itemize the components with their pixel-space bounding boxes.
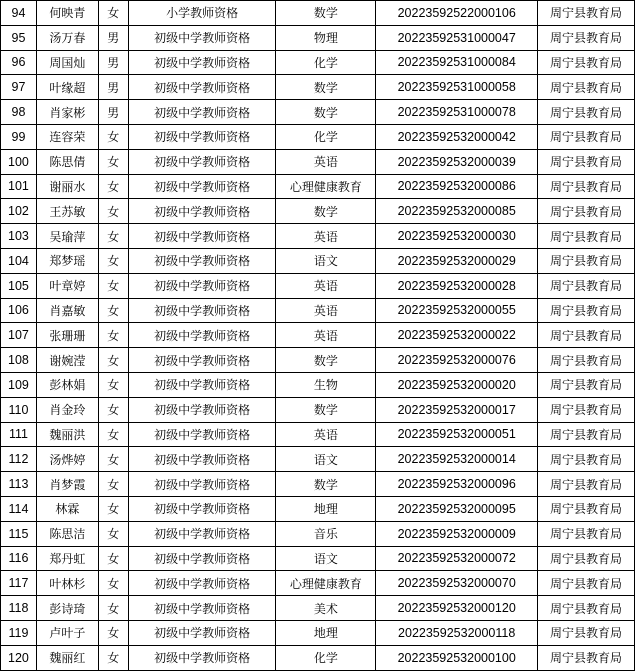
issuer-cell: 周宁县教育局 bbox=[538, 248, 635, 273]
subject-cell: 地理 bbox=[276, 496, 376, 521]
gender-cell: 女 bbox=[98, 645, 128, 670]
subject-cell: 物理 bbox=[276, 25, 376, 50]
table-row bbox=[1, 447, 635, 472]
row-number-cell: 101 bbox=[1, 174, 37, 199]
qualification-cell: 初级中学教师资格 bbox=[128, 298, 276, 323]
certificate-number-cell: 20223592531000058 bbox=[376, 75, 538, 100]
name-cell: 魏丽洪 bbox=[36, 422, 98, 447]
table-row bbox=[1, 124, 635, 149]
subject-cell: 英语 bbox=[276, 323, 376, 348]
name-cell: 肖嘉敏 bbox=[36, 298, 98, 323]
gender-cell: 女 bbox=[98, 447, 128, 472]
qualification-cell: 初级中学教师资格 bbox=[128, 50, 276, 75]
name-cell: 叶林杉 bbox=[36, 571, 98, 596]
certificate-number-cell: 20223592532000022 bbox=[376, 323, 538, 348]
table-row bbox=[1, 422, 635, 447]
qualification-cell: 初级中学教师资格 bbox=[128, 596, 276, 621]
gender-cell: 男 bbox=[98, 75, 128, 100]
table-row bbox=[1, 596, 635, 621]
certificate-number-cell: 20223592532000100 bbox=[376, 645, 538, 670]
row-number-cell: 120 bbox=[1, 645, 37, 670]
subject-cell: 语文 bbox=[276, 546, 376, 571]
subject-cell: 英语 bbox=[276, 224, 376, 249]
issuer-cell: 周宁县教育局 bbox=[538, 546, 635, 571]
name-cell: 郑丹虹 bbox=[36, 546, 98, 571]
subject-cell: 化学 bbox=[276, 124, 376, 149]
certificate-number-cell: 20223592531000078 bbox=[376, 100, 538, 125]
certificate-number-cell: 20223592532000042 bbox=[376, 124, 538, 149]
qualification-cell: 初级中学教师资格 bbox=[128, 521, 276, 546]
gender-cell: 男 bbox=[98, 25, 128, 50]
issuer-cell: 周宁县教育局 bbox=[538, 496, 635, 521]
certificate-number-cell: 20223592532000028 bbox=[376, 273, 538, 298]
gender-cell: 女 bbox=[98, 422, 128, 447]
issuer-cell: 周宁县教育局 bbox=[538, 323, 635, 348]
certificate-number-cell: 20223592532000120 bbox=[376, 596, 538, 621]
row-number-cell: 106 bbox=[1, 298, 37, 323]
name-cell: 谢婉滢 bbox=[36, 348, 98, 373]
row-number-cell: 109 bbox=[1, 372, 37, 397]
issuer-cell: 周宁县教育局 bbox=[538, 472, 635, 497]
certificate-number-cell: 20223592532000072 bbox=[376, 546, 538, 571]
subject-cell: 语文 bbox=[276, 447, 376, 472]
table-row bbox=[1, 546, 635, 571]
row-number-cell: 100 bbox=[1, 149, 37, 174]
certificate-number-cell: 20223592532000030 bbox=[376, 224, 538, 249]
row-number-cell: 114 bbox=[1, 496, 37, 521]
name-cell: 林霖 bbox=[36, 496, 98, 521]
gender-cell: 女 bbox=[98, 224, 128, 249]
name-cell: 魏丽红 bbox=[36, 645, 98, 670]
qualification-cell: 初级中学教师资格 bbox=[128, 273, 276, 298]
issuer-cell: 周宁县教育局 bbox=[538, 596, 635, 621]
certificate-number-cell: 20223592532000009 bbox=[376, 521, 538, 546]
qualification-cell: 初级中学教师资格 bbox=[128, 100, 276, 125]
certificate-number-cell: 20223592532000039 bbox=[376, 149, 538, 174]
subject-cell: 化学 bbox=[276, 50, 376, 75]
gender-cell: 女 bbox=[98, 496, 128, 521]
qualification-cell: 初级中学教师资格 bbox=[128, 372, 276, 397]
qualification-cell: 初级中学教师资格 bbox=[128, 397, 276, 422]
row-number-cell: 94 bbox=[1, 1, 37, 26]
issuer-cell: 周宁县教育局 bbox=[538, 174, 635, 199]
subject-cell: 数学 bbox=[276, 100, 376, 125]
row-number-cell: 113 bbox=[1, 472, 37, 497]
issuer-cell: 周宁县教育局 bbox=[538, 124, 635, 149]
name-cell: 彭林娟 bbox=[36, 372, 98, 397]
qualification-cell: 初级中学教师资格 bbox=[128, 447, 276, 472]
subject-cell: 数学 bbox=[276, 348, 376, 373]
certificate-number-cell: 20223592532000085 bbox=[376, 199, 538, 224]
row-number-cell: 116 bbox=[1, 546, 37, 571]
name-cell: 连容荣 bbox=[36, 124, 98, 149]
gender-cell: 女 bbox=[98, 571, 128, 596]
row-number-cell: 97 bbox=[1, 75, 37, 100]
name-cell: 王苏敏 bbox=[36, 199, 98, 224]
row-number-cell: 108 bbox=[1, 348, 37, 373]
qualification-cell: 初级中学教师资格 bbox=[128, 124, 276, 149]
row-number-cell: 118 bbox=[1, 596, 37, 621]
subject-cell: 数学 bbox=[276, 397, 376, 422]
name-cell: 周国灿 bbox=[36, 50, 98, 75]
subject-cell: 数学 bbox=[276, 1, 376, 26]
table-row bbox=[1, 571, 635, 596]
gender-cell: 女 bbox=[98, 596, 128, 621]
qualification-cell: 初级中学教师资格 bbox=[128, 174, 276, 199]
gender-cell: 女 bbox=[98, 521, 128, 546]
issuer-cell: 周宁县教育局 bbox=[538, 75, 635, 100]
issuer-cell: 周宁县教育局 bbox=[538, 521, 635, 546]
table-row bbox=[1, 149, 635, 174]
certificate-number-cell: 20223592532000051 bbox=[376, 422, 538, 447]
row-number-cell: 110 bbox=[1, 397, 37, 422]
row-number-cell: 103 bbox=[1, 224, 37, 249]
qualification-cell: 初级中学教师资格 bbox=[128, 348, 276, 373]
gender-cell: 女 bbox=[98, 372, 128, 397]
issuer-cell: 周宁县教育局 bbox=[538, 422, 635, 447]
row-number-cell: 117 bbox=[1, 571, 37, 596]
issuer-cell: 周宁县教育局 bbox=[538, 372, 635, 397]
subject-cell: 英语 bbox=[276, 273, 376, 298]
gender-cell: 女 bbox=[98, 546, 128, 571]
row-number-cell: 115 bbox=[1, 521, 37, 546]
issuer-cell: 周宁县教育局 bbox=[538, 50, 635, 75]
subject-cell: 英语 bbox=[276, 298, 376, 323]
qualification-cell: 初级中学教师资格 bbox=[128, 149, 276, 174]
table-row bbox=[1, 1, 635, 26]
issuer-cell: 周宁县教育局 bbox=[538, 447, 635, 472]
table-row bbox=[1, 323, 635, 348]
row-number-cell: 98 bbox=[1, 100, 37, 125]
issuer-cell: 周宁县教育局 bbox=[538, 273, 635, 298]
name-cell: 何映青 bbox=[36, 1, 98, 26]
subject-cell: 英语 bbox=[276, 149, 376, 174]
qualification-cell: 初级中学教师资格 bbox=[128, 422, 276, 447]
table-row bbox=[1, 645, 635, 670]
row-number-cell: 102 bbox=[1, 199, 37, 224]
gender-cell: 女 bbox=[98, 348, 128, 373]
gender-cell: 女 bbox=[98, 248, 128, 273]
subject-cell: 美术 bbox=[276, 596, 376, 621]
gender-cell: 女 bbox=[98, 199, 128, 224]
subject-cell: 化学 bbox=[276, 645, 376, 670]
gender-cell: 女 bbox=[98, 149, 128, 174]
qualification-cell: 初级中学教师资格 bbox=[128, 25, 276, 50]
name-cell: 肖金玲 bbox=[36, 397, 98, 422]
table-row bbox=[1, 372, 635, 397]
subject-cell: 英语 bbox=[276, 422, 376, 447]
certificate-number-cell: 20223592532000095 bbox=[376, 496, 538, 521]
table-body bbox=[1, 1, 635, 671]
subject-cell: 生物 bbox=[276, 372, 376, 397]
name-cell: 叶章婷 bbox=[36, 273, 98, 298]
table-row bbox=[1, 298, 635, 323]
issuer-cell: 周宁县教育局 bbox=[538, 348, 635, 373]
qualification-cell: 初级中学教师资格 bbox=[128, 248, 276, 273]
name-cell: 谢丽水 bbox=[36, 174, 98, 199]
certificate-number-cell: 20223592532000017 bbox=[376, 397, 538, 422]
row-number-cell: 112 bbox=[1, 447, 37, 472]
issuer-cell: 周宁县教育局 bbox=[538, 1, 635, 26]
gender-cell: 女 bbox=[98, 174, 128, 199]
name-cell: 陈思倩 bbox=[36, 149, 98, 174]
gender-cell: 女 bbox=[98, 124, 128, 149]
issuer-cell: 周宁县教育局 bbox=[538, 397, 635, 422]
gender-cell: 男 bbox=[98, 50, 128, 75]
table-row bbox=[1, 50, 635, 75]
qualification-cell: 初级中学教师资格 bbox=[128, 546, 276, 571]
qualification-cell: 初级中学教师资格 bbox=[128, 75, 276, 100]
subject-cell: 心理健康教育 bbox=[276, 174, 376, 199]
table-row bbox=[1, 620, 635, 645]
table-row bbox=[1, 521, 635, 546]
name-cell: 彭诗琦 bbox=[36, 596, 98, 621]
certificate-number-cell: 20223592532000014 bbox=[376, 447, 538, 472]
table-row bbox=[1, 199, 635, 224]
name-cell: 卢叶子 bbox=[36, 620, 98, 645]
qualification-cell: 初级中学教师资格 bbox=[128, 620, 276, 645]
table-row bbox=[1, 472, 635, 497]
row-number-cell: 99 bbox=[1, 124, 37, 149]
gender-cell: 男 bbox=[98, 100, 128, 125]
table-row bbox=[1, 397, 635, 422]
row-number-cell: 107 bbox=[1, 323, 37, 348]
certificate-number-cell: 20223592531000084 bbox=[376, 50, 538, 75]
row-number-cell: 111 bbox=[1, 422, 37, 447]
row-number-cell: 119 bbox=[1, 620, 37, 645]
name-cell: 吴瑜萍 bbox=[36, 224, 98, 249]
table-row bbox=[1, 100, 635, 125]
subject-cell: 地理 bbox=[276, 620, 376, 645]
certificate-number-cell: 20223592532000055 bbox=[376, 298, 538, 323]
certificate-number-cell: 20223592532000029 bbox=[376, 248, 538, 273]
certificate-number-cell: 20223592522000106 bbox=[376, 1, 538, 26]
qualification-cell: 初级中学教师资格 bbox=[128, 645, 276, 670]
table-row bbox=[1, 348, 635, 373]
qualification-cell: 初级中学教师资格 bbox=[128, 323, 276, 348]
subject-cell: 数学 bbox=[276, 472, 376, 497]
issuer-cell: 周宁县教育局 bbox=[538, 100, 635, 125]
issuer-cell: 周宁县教育局 bbox=[538, 199, 635, 224]
name-cell: 肖梦霞 bbox=[36, 472, 98, 497]
certificate-number-cell: 20223592532000086 bbox=[376, 174, 538, 199]
table-row bbox=[1, 174, 635, 199]
name-cell: 郑梦瑶 bbox=[36, 248, 98, 273]
name-cell: 叶缘超 bbox=[36, 75, 98, 100]
issuer-cell: 周宁县教育局 bbox=[538, 645, 635, 670]
issuer-cell: 周宁县教育局 bbox=[538, 25, 635, 50]
qualification-cell: 小学教师资格 bbox=[128, 1, 276, 26]
row-number-cell: 104 bbox=[1, 248, 37, 273]
subject-cell: 语文 bbox=[276, 248, 376, 273]
issuer-cell: 周宁县教育局 bbox=[538, 149, 635, 174]
certificate-number-cell: 20223592532000096 bbox=[376, 472, 538, 497]
certificate-number-cell: 20223592532000070 bbox=[376, 571, 538, 596]
certificate-number-cell: 20223592532000118 bbox=[376, 620, 538, 645]
subject-cell: 数学 bbox=[276, 75, 376, 100]
table-row bbox=[1, 248, 635, 273]
name-cell: 张珊珊 bbox=[36, 323, 98, 348]
qualification-cell: 初级中学教师资格 bbox=[128, 472, 276, 497]
row-number-cell: 96 bbox=[1, 50, 37, 75]
table-row bbox=[1, 496, 635, 521]
certificate-number-cell: 20223592532000076 bbox=[376, 348, 538, 373]
gender-cell: 女 bbox=[98, 472, 128, 497]
gender-cell: 女 bbox=[98, 323, 128, 348]
row-number-cell: 95 bbox=[1, 25, 37, 50]
table-row bbox=[1, 75, 635, 100]
issuer-cell: 周宁县教育局 bbox=[538, 224, 635, 249]
table-row bbox=[1, 273, 635, 298]
subject-cell: 心理健康教育 bbox=[276, 571, 376, 596]
table-row bbox=[1, 25, 635, 50]
issuer-cell: 周宁县教育局 bbox=[538, 298, 635, 323]
row-number-cell: 105 bbox=[1, 273, 37, 298]
qualification-cell: 初级中学教师资格 bbox=[128, 571, 276, 596]
table-row bbox=[1, 224, 635, 249]
name-cell: 汤烨婷 bbox=[36, 447, 98, 472]
gender-cell: 女 bbox=[98, 298, 128, 323]
gender-cell: 女 bbox=[98, 397, 128, 422]
certificate-number-cell: 20223592531000047 bbox=[376, 25, 538, 50]
issuer-cell: 周宁县教育局 bbox=[538, 571, 635, 596]
qualification-cell: 初级中学教师资格 bbox=[128, 224, 276, 249]
gender-cell: 女 bbox=[98, 620, 128, 645]
subject-cell: 音乐 bbox=[276, 521, 376, 546]
name-cell: 肖家彬 bbox=[36, 100, 98, 125]
qualification-cell: 初级中学教师资格 bbox=[128, 496, 276, 521]
gender-cell: 女 bbox=[98, 1, 128, 26]
gender-cell: 女 bbox=[98, 273, 128, 298]
name-cell: 陈思洁 bbox=[36, 521, 98, 546]
subject-cell: 数学 bbox=[276, 199, 376, 224]
certificate-number-cell: 20223592532000020 bbox=[376, 372, 538, 397]
name-cell: 汤万春 bbox=[36, 25, 98, 50]
issuer-cell: 周宁县教育局 bbox=[538, 620, 635, 645]
qualification-cell: 初级中学教师资格 bbox=[128, 199, 276, 224]
